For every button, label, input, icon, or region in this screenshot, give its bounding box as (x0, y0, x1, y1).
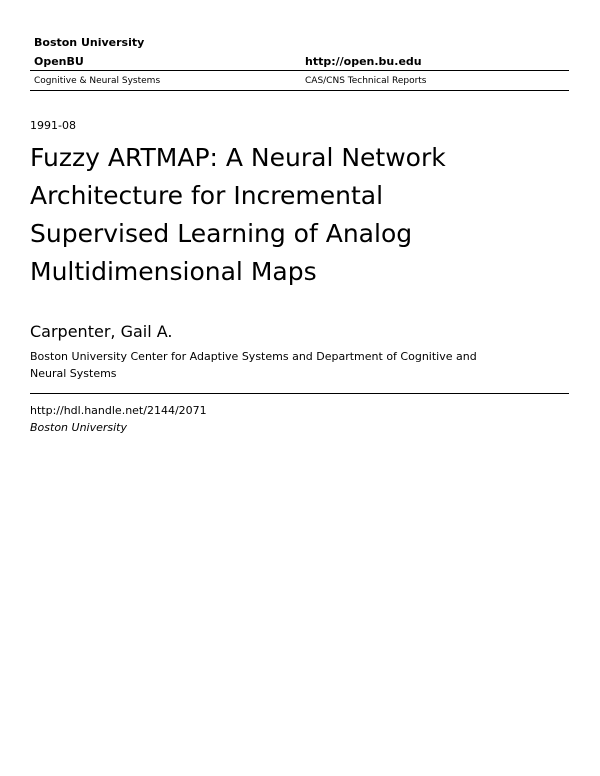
document-title: Fuzzy ARTMAP: A Neural Network Architecture for Incremental Supervised Learning of Analog Multidimensional Maps (30, 143, 446, 286)
author-name: Carpenter, Gail A. (30, 322, 173, 341)
header-divider-top (30, 70, 569, 71)
author-affiliation: Boston University Center for Adaptive Systems and Department of Cognitive and Neural Systems (30, 350, 477, 380)
series-name: CAS/CNS Technical Reports (305, 76, 427, 86)
repository-link[interactable]: http://open.bu.edu (305, 55, 422, 68)
institution-name: Boston University (34, 36, 145, 49)
header-divider-bottom (30, 90, 569, 91)
publication-date: 1991-08 (30, 119, 76, 132)
collection-name: Cognitive & Neural Systems (34, 76, 161, 86)
handle-link[interactable]: http://hdl.handle.net/2144/2071 (30, 404, 207, 417)
repository-name: OpenBU (34, 55, 84, 68)
publisher-name: Boston University (30, 421, 128, 434)
record-divider (30, 393, 569, 394)
